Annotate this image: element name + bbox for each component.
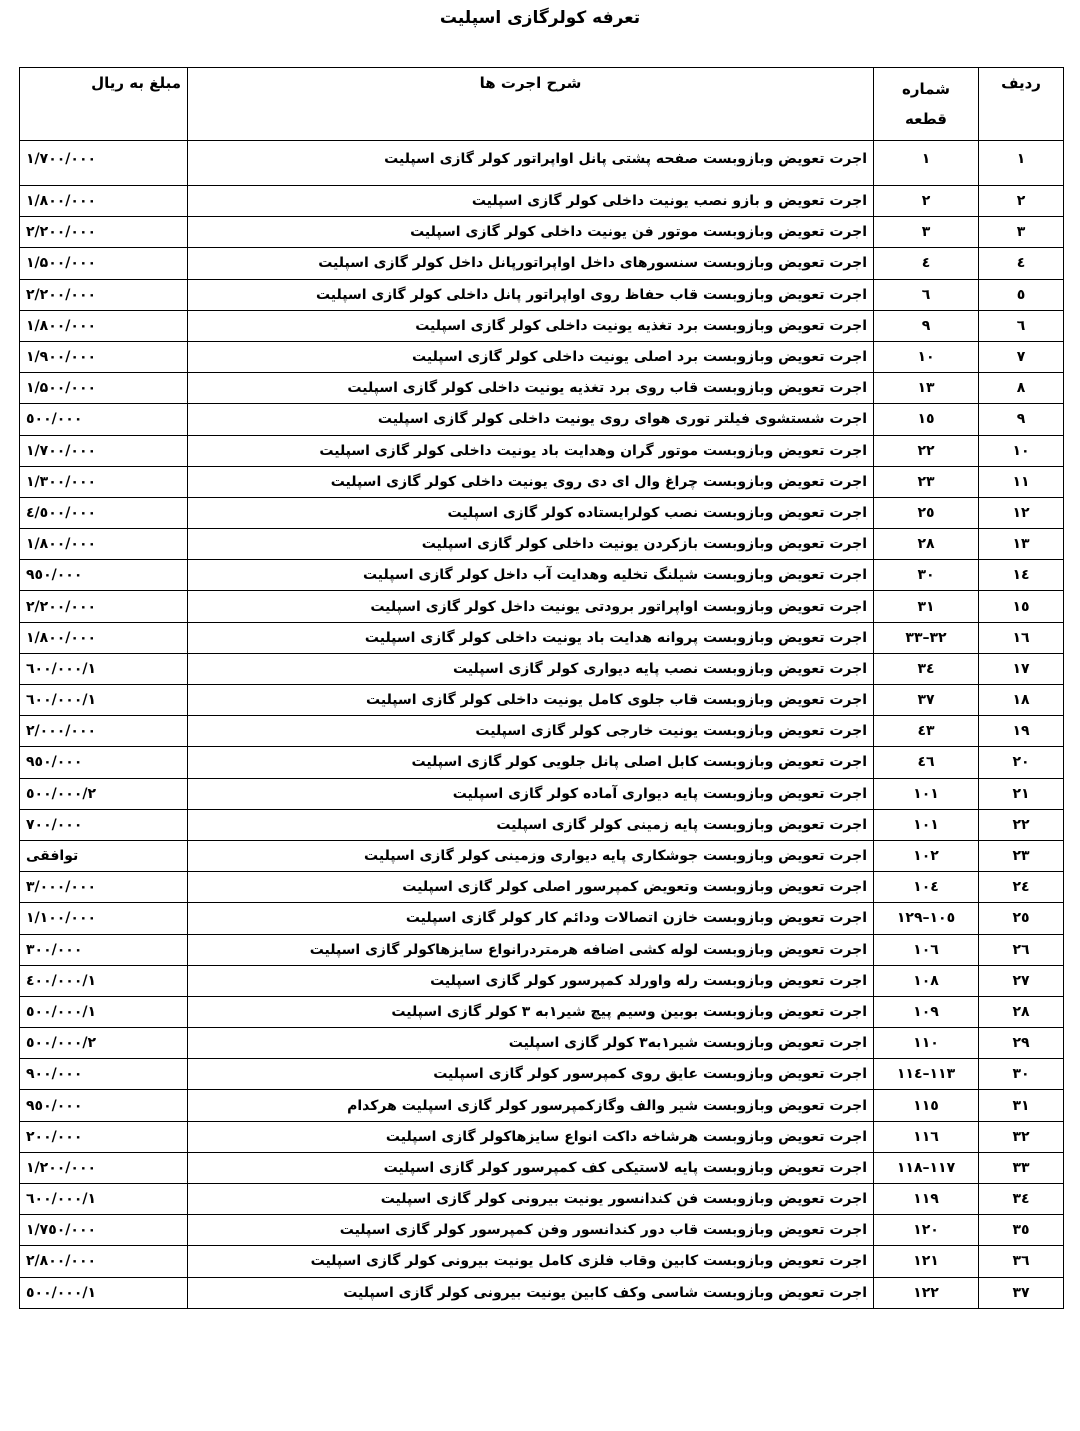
description-cell: اجرت تعویض وبازوبست موتور گران وهدایت باد یونیت داخلی کولر گازی اسپلیت bbox=[188, 435, 874, 466]
part-number-cell: ٤۳ bbox=[874, 716, 979, 747]
row-number-cell: ۹ bbox=[979, 404, 1064, 435]
part-number-cell: ۱۲۲ bbox=[874, 1277, 979, 1308]
part-number-cell: ۱۰۹ bbox=[874, 996, 979, 1027]
description-cell: اجرت شستشوی فیلتر توری هوای روی یونیت داخلی کولر گازی اسپلیت bbox=[188, 404, 874, 435]
header-row-number: ردیف bbox=[979, 68, 1064, 141]
part-number-cell: ٦ bbox=[874, 279, 979, 310]
row-number-cell: ۳۲ bbox=[979, 1121, 1064, 1152]
table-row bbox=[20, 903, 1064, 934]
part-number-cell: ۱۱٥ bbox=[874, 1090, 979, 1121]
table-row bbox=[20, 996, 1064, 1027]
part-number-cell: ۱۳ bbox=[874, 373, 979, 404]
description-cell: اجرت تعویض وبازوبست صفحه پشتی پانل اواپراتور کولر گازی اسپلیت bbox=[188, 141, 874, 186]
amount-cell: ۱/۸۰۰/۰۰۰ bbox=[20, 622, 188, 653]
description-cell: اجرت تعویض وبازوبست چراغ وال ای دی روی یونیت داخلی کولر گازی اسپلیت bbox=[188, 466, 874, 497]
header-amount: مبلغ به ریال bbox=[20, 68, 188, 141]
table-row bbox=[20, 1246, 1064, 1277]
tariff-table bbox=[19, 67, 1064, 1309]
description-cell: اجرت تعویض وبازوبست سنسورهای داخل اواپراتورپانل داخل کولر گازی اسپلیت bbox=[188, 248, 874, 279]
description-cell: اجرت تعویض وبازوبست لوله کشی اضافه هرمتردرانواع سایزهاکولر گازی اسپلیت bbox=[188, 934, 874, 965]
row-number-cell: ۲٦ bbox=[979, 934, 1064, 965]
row-number-cell: ٦ bbox=[979, 310, 1064, 341]
part-number-cell: ۱۰٦ bbox=[874, 934, 979, 965]
row-number-cell: ۲۳ bbox=[979, 840, 1064, 871]
part-number-cell: ۳۲–۳۳ bbox=[874, 622, 979, 653]
row-number-cell: ۱۱ bbox=[979, 466, 1064, 497]
description-cell: اجرت تعویض وبازوبست قاب دور کندانسور وفن کمپرسور کولر گازی اسپلیت bbox=[188, 1215, 874, 1246]
part-number-cell: ۱۰٤ bbox=[874, 872, 979, 903]
amount-cell: ۷۰۰/۰۰۰ bbox=[20, 809, 188, 840]
header-part-line1: شماره bbox=[902, 80, 950, 98]
part-number-cell: ۳۱ bbox=[874, 591, 979, 622]
amount-cell: ۱/٦۰۰/۰۰۰ bbox=[20, 653, 188, 684]
amount-cell: ۱/۵۰۰/۰۰۰ bbox=[20, 373, 188, 404]
part-number-cell: ٤ bbox=[874, 248, 979, 279]
description-cell: اجرت تعویض وبازوبست قاب حفاظ روی اواپراتور پانل داخلی کولر گازی اسپلیت bbox=[188, 279, 874, 310]
part-number-cell: ۲٥ bbox=[874, 497, 979, 528]
description-cell: اجرت تعویض وبازوبست شاسی وکف کابین یونیت بیرونی کولر گازی اسپلیت bbox=[188, 1277, 874, 1308]
amount-cell: ۱/۵۰۰/۰۰۰ bbox=[20, 248, 188, 279]
amount-cell: ۲/٥۰۰/۰۰۰ bbox=[20, 778, 188, 809]
amount-cell: ۱/٥۰۰/۰۰۰ bbox=[20, 1277, 188, 1308]
amount-cell: ٤/٥۰۰/۰۰۰ bbox=[20, 497, 188, 528]
description-cell: اجرت تعویض وبازوبست نصب کولرایستاده کولر گازی اسپلیت bbox=[188, 497, 874, 528]
row-number-cell: ٥ bbox=[979, 279, 1064, 310]
row-number-cell: ٤ bbox=[979, 248, 1064, 279]
header-part-line2: قطعه bbox=[905, 110, 947, 128]
table-row bbox=[20, 279, 1064, 310]
part-number-cell: ۲۸ bbox=[874, 529, 979, 560]
amount-cell: ٥۰۰/۰۰۰ bbox=[20, 404, 188, 435]
description-cell: اجرت تعویض وبازوبست وتعویض کمپرسور اصلی کولر گازی اسپلیت bbox=[188, 872, 874, 903]
description-cell: اجرت تعویض وبازوبست کابل اصلی پانل جلویی کولر گازی اسپلیت bbox=[188, 747, 874, 778]
table-row bbox=[20, 1090, 1064, 1121]
row-number-cell: ۲۲ bbox=[979, 809, 1064, 840]
description-cell: اجرت تعویض وبازوبست موتور فن یونیت داخلی کولر گازی اسپلیت bbox=[188, 217, 874, 248]
row-number-cell: ۱٤ bbox=[979, 560, 1064, 591]
table-row bbox=[20, 341, 1064, 372]
table-row bbox=[20, 1059, 1064, 1090]
amount-cell: ۱/٦۰۰/۰۰۰ bbox=[20, 685, 188, 716]
table-row bbox=[20, 248, 1064, 279]
table-row bbox=[20, 622, 1064, 653]
row-number-cell: ۳۱ bbox=[979, 1090, 1064, 1121]
description-cell: اجرت تعویض وبازوبست پایه دیواری آماده کولر گازی اسپلیت bbox=[188, 778, 874, 809]
amount-cell: ۲/۰۰۰/۰۰۰ bbox=[20, 716, 188, 747]
amount-cell: ۱/۷٥۰/۰۰۰ bbox=[20, 1215, 188, 1246]
row-number-cell: ۱٦ bbox=[979, 622, 1064, 653]
description-cell: اجرت تعویض وبازوبست برد اصلی یونیت داخلی کولر گازی اسپلیت bbox=[188, 341, 874, 372]
amount-cell: ۹٥۰/۰۰۰ bbox=[20, 747, 188, 778]
description-cell: اجرت تعویض وبازوبست قاب روی برد تغذیه یونیت داخلی کولر گازی اسپلیت bbox=[188, 373, 874, 404]
table-body bbox=[20, 141, 1064, 1309]
part-number-cell: ۲۳ bbox=[874, 466, 979, 497]
description-cell: اجرت تعویض و بازو نصب یونیت داخلی کولر گازی اسپلیت bbox=[188, 186, 874, 217]
part-number-cell: ۱۰۱ bbox=[874, 809, 979, 840]
table-row bbox=[20, 591, 1064, 622]
part-number-cell: ۱۲۱ bbox=[874, 1246, 979, 1277]
part-number-cell: ۱ bbox=[874, 141, 979, 186]
description-cell: اجرت تعویض وبازوبست قاب جلوی کامل یونیت داخلی کولر گازی اسپلیت bbox=[188, 685, 874, 716]
table-row bbox=[20, 1215, 1064, 1246]
table-row bbox=[20, 1121, 1064, 1152]
amount-cell: ۱/٥۰۰/۰۰۰ bbox=[20, 996, 188, 1027]
table-row bbox=[20, 872, 1064, 903]
part-number-cell: ۱۱۷–۱۱۸ bbox=[874, 1152, 979, 1183]
table-row bbox=[20, 435, 1064, 466]
table-row bbox=[20, 747, 1064, 778]
part-number-cell: ۱۱٦ bbox=[874, 1121, 979, 1152]
table-row bbox=[20, 1277, 1064, 1308]
part-number-cell: ۳٤ bbox=[874, 653, 979, 684]
table-row bbox=[20, 1184, 1064, 1215]
amount-cell: ۹۰۰/۰۰۰ bbox=[20, 1059, 188, 1090]
row-number-cell: ۲۰ bbox=[979, 747, 1064, 778]
table-row bbox=[20, 466, 1064, 497]
row-number-cell: ۲٤ bbox=[979, 872, 1064, 903]
amount-cell: ۱/۷۰۰/۰۰۰ bbox=[20, 435, 188, 466]
header-description: شرح اجرت ها bbox=[188, 68, 874, 141]
row-number-cell: ۳٦ bbox=[979, 1246, 1064, 1277]
part-number-cell: ۱۰ bbox=[874, 341, 979, 372]
row-number-cell: ۲۸ bbox=[979, 996, 1064, 1027]
part-number-cell: ۹ bbox=[874, 310, 979, 341]
amount-cell: ۱/۸۰۰/۰۰۰ bbox=[20, 186, 188, 217]
amount-cell: ۲/۲۰۰/۰۰۰ bbox=[20, 591, 188, 622]
row-number-cell: ۱٥ bbox=[979, 591, 1064, 622]
part-number-cell: ۳ bbox=[874, 217, 979, 248]
part-number-cell: ۲ bbox=[874, 186, 979, 217]
table-row bbox=[20, 653, 1064, 684]
description-cell: اجرت تعویض وبازوبست یونیت خارجی کولر گازی اسپلیت bbox=[188, 716, 874, 747]
row-number-cell: ۷ bbox=[979, 341, 1064, 372]
description-cell: اجرت تعویض وبازوبست رله واورلد کمپرسور کولر گازی اسپلیت bbox=[188, 965, 874, 996]
table-row bbox=[20, 778, 1064, 809]
part-number-cell: ۱۲۰ bbox=[874, 1215, 979, 1246]
description-cell: اجرت تعویض وبازوبست بازکردن یونیت داخلی کولر گازی اسپلیت bbox=[188, 529, 874, 560]
part-number-cell: ۲۲ bbox=[874, 435, 979, 466]
description-cell: اجرت تعویض وبازوبست عایق روی کمپرسور کولر گازی اسپلیت bbox=[188, 1059, 874, 1090]
description-cell: اجرت تعویض وبازوبست پروانه هدایت باد یونیت داخلی کولر گازی اسپلیت bbox=[188, 622, 874, 653]
amount-cell: ۱/۸۰۰/۰۰۰ bbox=[20, 529, 188, 560]
amount-cell: ۱/۹۰۰/۰۰۰ bbox=[20, 341, 188, 372]
row-number-cell: ۱ bbox=[979, 141, 1064, 186]
row-number-cell: ۲۷ bbox=[979, 965, 1064, 996]
table-row bbox=[20, 1152, 1064, 1183]
description-cell: اجرت تعویض وبازوبست نصب پایه دیواری کولر گازی اسپلیت bbox=[188, 653, 874, 684]
description-cell: اجرت تعویض وبازوبست اواپراتور برودتی یونیت داخل کولر گازی اسپلیت bbox=[188, 591, 874, 622]
part-number-cell: ۱۱۳–۱۱٤ bbox=[874, 1059, 979, 1090]
row-number-cell: ۳۷ bbox=[979, 1277, 1064, 1308]
description-cell: اجرت تعویض وبازوبست برد تغذیه یونیت داخلی کولر گازی اسپلیت bbox=[188, 310, 874, 341]
amount-cell: ۱/۲۰۰/۰۰۰ bbox=[20, 1152, 188, 1183]
amount-cell: ۹٥۰/۰۰۰ bbox=[20, 1090, 188, 1121]
amount-cell: ۱/۳۰۰/۰۰۰ bbox=[20, 466, 188, 497]
row-number-cell: ۱۳ bbox=[979, 529, 1064, 560]
description-cell: اجرت تعویض وبازوبست فن کندانسور یونیت بیرونی کولر گازی اسپلیت bbox=[188, 1184, 874, 1215]
table-row bbox=[20, 934, 1064, 965]
amount-cell: ۱/۷۰۰/۰۰۰ bbox=[20, 141, 188, 186]
amount-cell: ۲/٥۰۰/۰۰۰ bbox=[20, 1028, 188, 1059]
row-number-cell: ۱۹ bbox=[979, 716, 1064, 747]
description-cell: اجرت تعویض وبازوبست خازن اتصالات ودائم کار کولر گازی اسپلیت bbox=[188, 903, 874, 934]
part-number-cell: ۱۰۲ bbox=[874, 840, 979, 871]
amount-cell: ۱/٦۰۰/۰۰۰ bbox=[20, 1184, 188, 1215]
amount-cell: ۲/۸۰۰/۰۰۰ bbox=[20, 1246, 188, 1277]
description-cell: اجرت تعویض وبازوبست پایه لاستیکی کف کمپرسور کولر گازی اسپلیت bbox=[188, 1152, 874, 1183]
document-title: تعرفه کولرگازی اسپلیت bbox=[439, 8, 641, 28]
table-row bbox=[20, 840, 1064, 871]
description-cell: اجرت تعویض وبازوبست بوبین وسیم پیچ شیر۱به ۳ کولر گازی اسپلیت bbox=[188, 996, 874, 1027]
table-row bbox=[20, 217, 1064, 248]
description-cell: اجرت تعویض وبازوبست هرشاخه داکت انواع سایزهاکولر گازی اسپلیت bbox=[188, 1121, 874, 1152]
part-number-cell: ۳۰ bbox=[874, 560, 979, 591]
part-number-cell: ۳۷ bbox=[874, 685, 979, 716]
part-number-cell: ۱۰٥–۱۲۹ bbox=[874, 903, 979, 934]
amount-cell: ۳۰۰/۰۰۰ bbox=[20, 934, 188, 965]
amount-cell: ۲۰۰/۰۰۰ bbox=[20, 1121, 188, 1152]
description-cell: اجرت تعویض وبازوبست شیلنگ تخلیه وهدایت آب داخل کولر گازی اسپلیت bbox=[188, 560, 874, 591]
amount-cell: ۱/۱۰۰/۰۰۰ bbox=[20, 903, 188, 934]
table-row bbox=[20, 529, 1064, 560]
amount-cell: ۱/٤۰۰/۰۰۰ bbox=[20, 965, 188, 996]
table-header bbox=[20, 68, 1064, 141]
part-number-cell: ٤٦ bbox=[874, 747, 979, 778]
description-cell: اجرت تعویض وبازوبست شیر۱به۳ کولر گازی اسپلیت bbox=[188, 1028, 874, 1059]
table-row bbox=[20, 373, 1064, 404]
row-number-cell: ۳ bbox=[979, 217, 1064, 248]
table-row bbox=[20, 1028, 1064, 1059]
description-cell: اجرت تعویض وبازوبست کابین وقاب فلزی کامل یونیت بیرونی کولر گازی اسپلیت bbox=[188, 1246, 874, 1277]
amount-cell: توافقی bbox=[20, 840, 188, 871]
amount-cell: ۲/۲۰۰/۰۰۰ bbox=[20, 217, 188, 248]
part-number-cell: ۱۱۹ bbox=[874, 1184, 979, 1215]
row-number-cell: ۱۰ bbox=[979, 435, 1064, 466]
row-number-cell: ۳۳ bbox=[979, 1152, 1064, 1183]
amount-cell: ۹٥۰/۰۰۰ bbox=[20, 560, 188, 591]
amount-cell: ۳/۰۰۰/۰۰۰ bbox=[20, 872, 188, 903]
description-cell: اجرت تعویض وبازوبست پایه زمینی کولر گازی اسپلیت bbox=[188, 809, 874, 840]
table-row bbox=[20, 497, 1064, 528]
description-cell: اجرت تعویض وبازوبست شیر والف وگازکمپرسور کولر گازی اسپلیت هرکدام bbox=[188, 1090, 874, 1121]
row-number-cell: ۲۹ bbox=[979, 1028, 1064, 1059]
row-number-cell: ۱۷ bbox=[979, 653, 1064, 684]
description-cell: اجرت تعویض وبازوبست جوشکاری پایه دیواری وزمینی کولر گازی اسپلیت bbox=[188, 840, 874, 871]
table-row bbox=[20, 809, 1064, 840]
row-number-cell: ۸ bbox=[979, 373, 1064, 404]
table-row bbox=[20, 685, 1064, 716]
part-number-cell: ۱٥ bbox=[874, 404, 979, 435]
table-row bbox=[20, 141, 1064, 186]
amount-cell: ۱/۸۰۰/۰۰۰ bbox=[20, 310, 188, 341]
amount-cell: ۲/۲۰۰/۰۰۰ bbox=[20, 279, 188, 310]
table-row bbox=[20, 716, 1064, 747]
table-row bbox=[20, 186, 1064, 217]
table-row bbox=[20, 560, 1064, 591]
row-number-cell: ۲ bbox=[979, 186, 1064, 217]
row-number-cell: ۳٥ bbox=[979, 1215, 1064, 1246]
table-row bbox=[20, 965, 1064, 996]
part-number-cell: ۱۰۱ bbox=[874, 778, 979, 809]
row-number-cell: ۱۸ bbox=[979, 685, 1064, 716]
row-number-cell: ۲٥ bbox=[979, 903, 1064, 934]
row-number-cell: ۱۲ bbox=[979, 497, 1064, 528]
table-row bbox=[20, 404, 1064, 435]
table-row bbox=[20, 310, 1064, 341]
header-row bbox=[20, 68, 1064, 141]
row-number-cell: ۲۱ bbox=[979, 778, 1064, 809]
part-number-cell: ۱۱۰ bbox=[874, 1028, 979, 1059]
header-part-number bbox=[874, 68, 979, 141]
row-number-cell: ۳٤ bbox=[979, 1184, 1064, 1215]
row-number-cell: ۳۰ bbox=[979, 1059, 1064, 1090]
part-number-cell: ۱۰۸ bbox=[874, 965, 979, 996]
